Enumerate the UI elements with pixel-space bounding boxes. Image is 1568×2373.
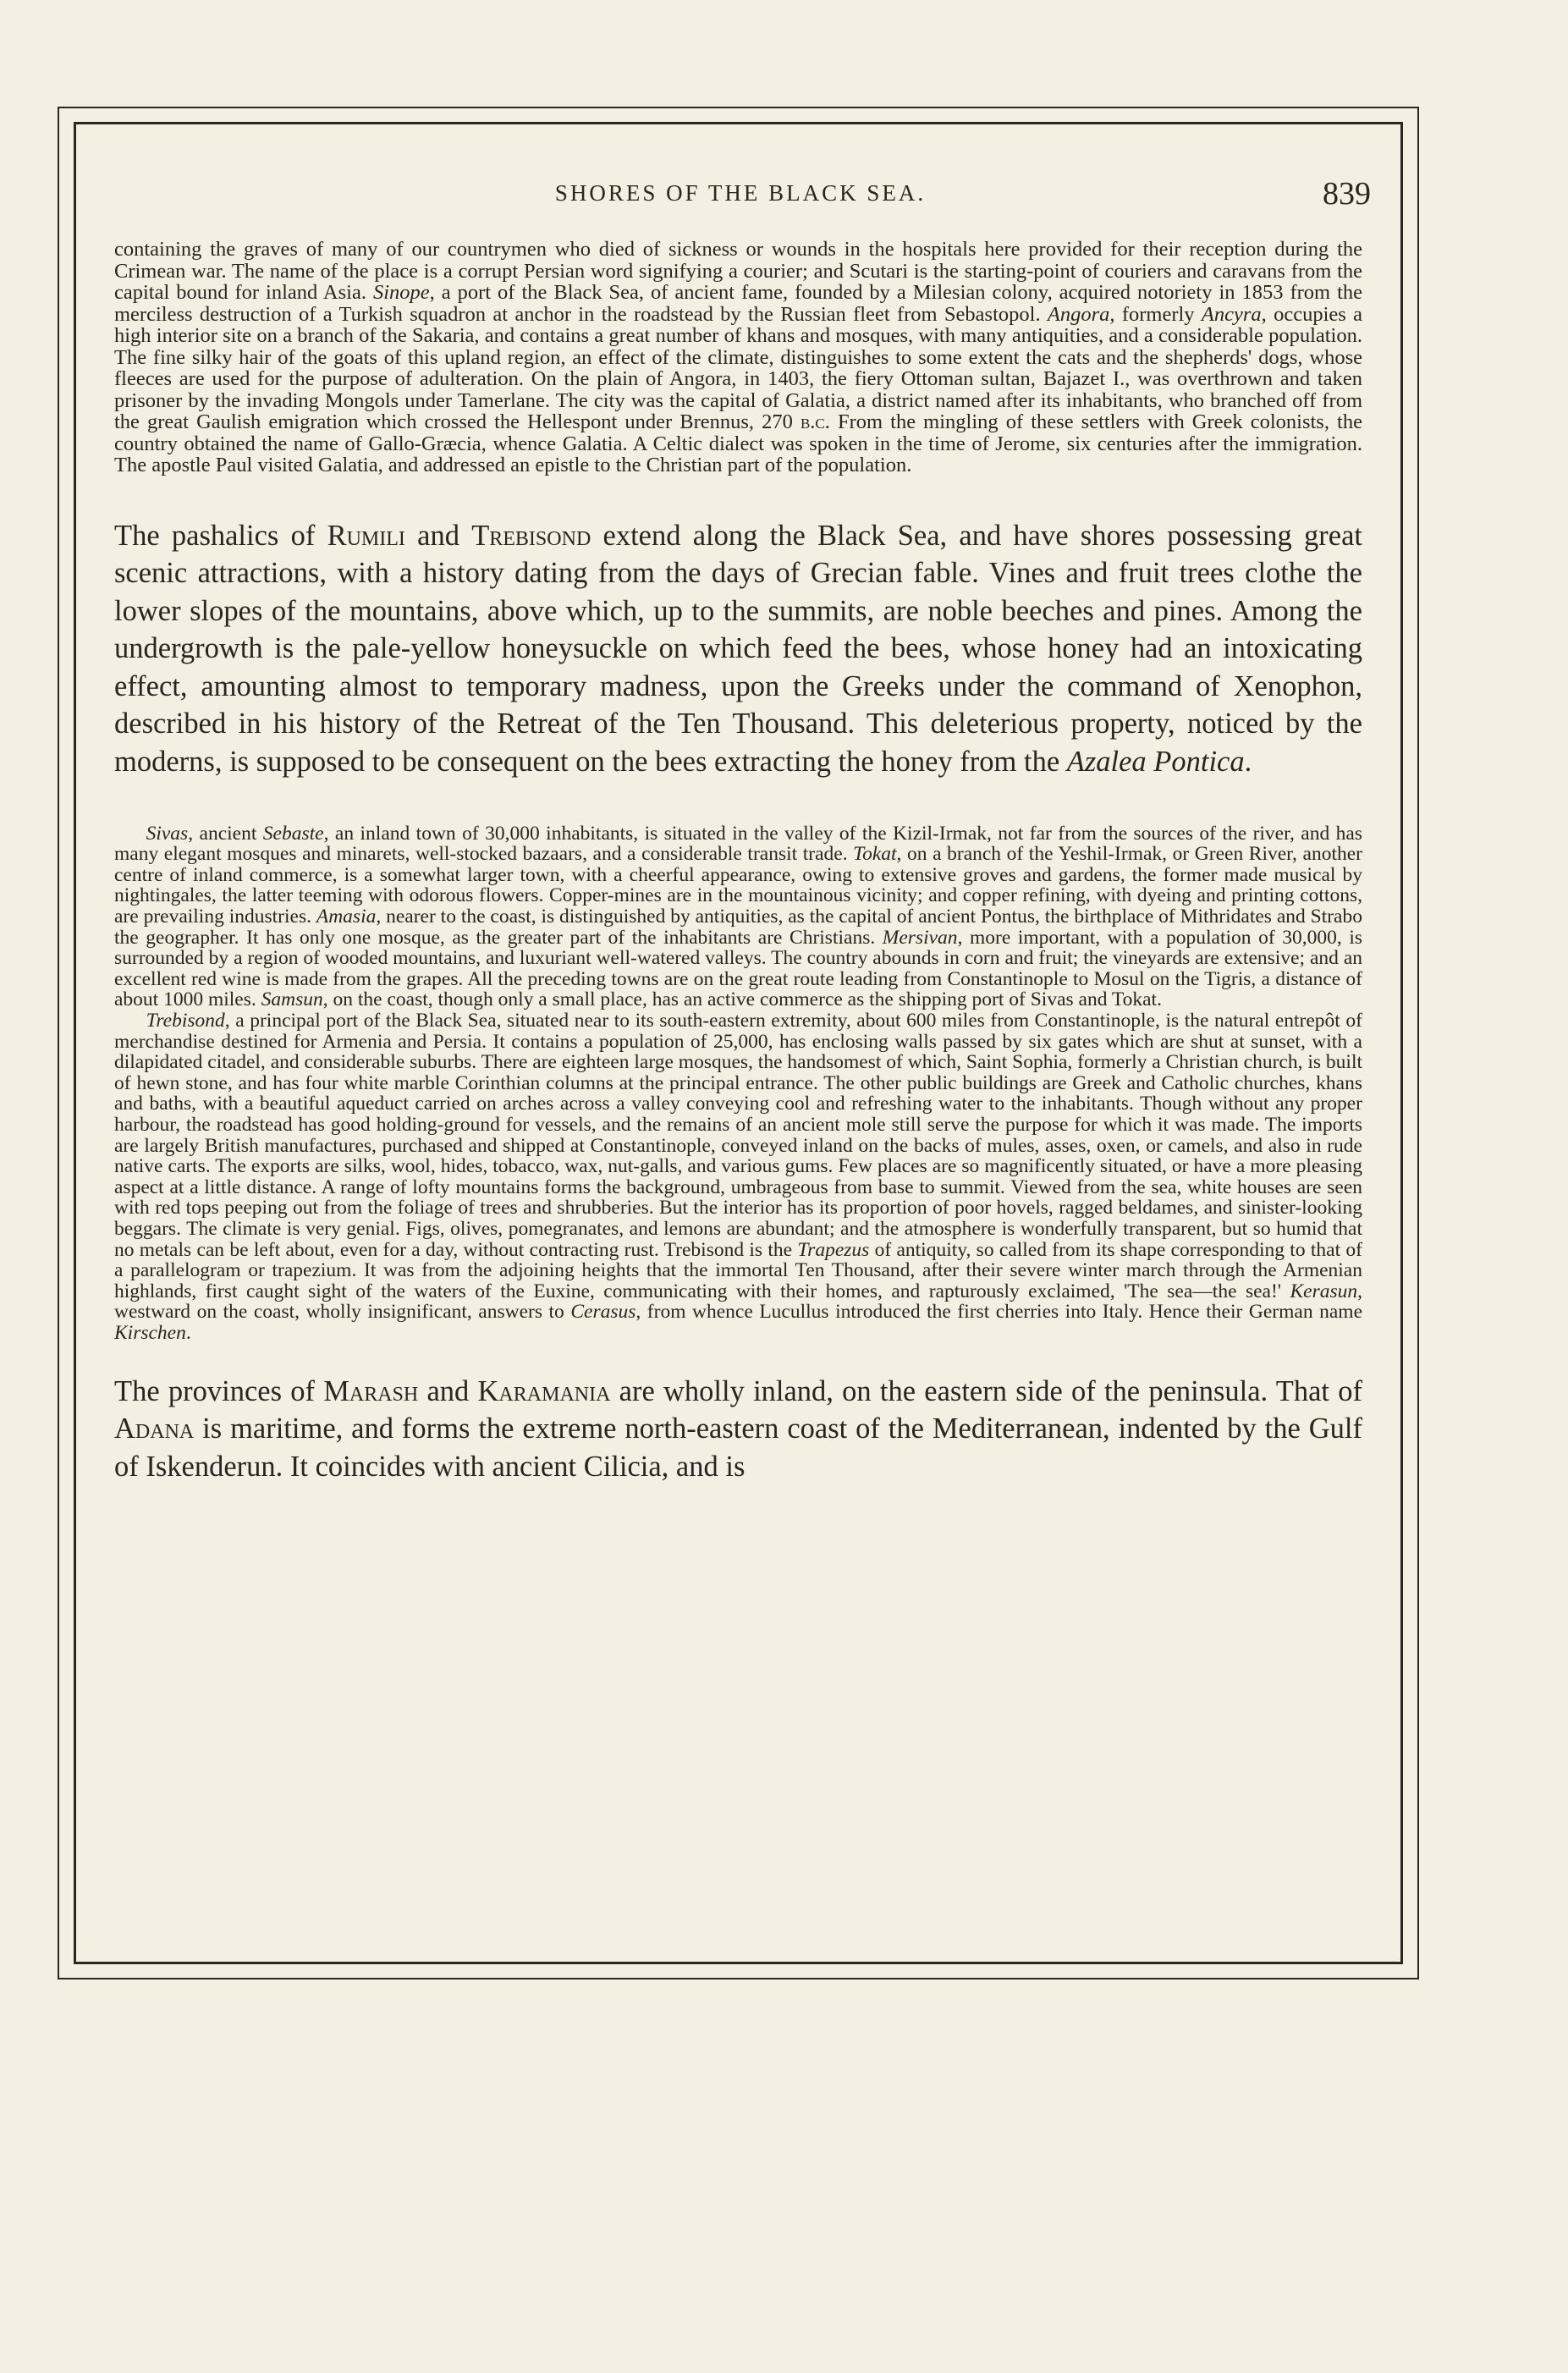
text-run: Ancyra xyxy=(1201,302,1262,326)
text-run: containing the graves of many of our countrymen who died of sickness or wounds in the hospitals here provided for their reception during the Crimean war. The name of the place is a corrupt Persian word signifying a courier; and Scutari is the starting-point of couriers and caravans from the capital bound for inland Asia. xyxy=(114,238,1362,304)
text-run: Azalea Pontica xyxy=(1066,746,1245,779)
page-number: 839 xyxy=(1323,176,1371,212)
text-run: extend along the Black Sea, and have shores possessing great scenic attractions, with a history dating from the days of Grecian fable. Vines and fruit trees clothe the lower slopes of the mountains, above which, up to the summits, are noble beeches and pines. Among the undergrowth is the pale-yellow honeysuckle on which feed the bees, whose honey had an intoxicating effect, amounting almost to temporary madness, upon the Greeks under the command of Xenophon, described in his history of the Retreat of the Ten Thousand. This deleterious property, noticed by the moderns, is supposed to be consequent on the bees extracting the honey from the xyxy=(114,519,1362,779)
text-run: Mersivan xyxy=(882,926,958,949)
text-run: Amasia xyxy=(316,906,377,928)
paragraph-marash-karamania-adana xyxy=(114,1373,1362,1486)
text-run: are wholly inland, on the eastern side of the peninsula. That of xyxy=(610,1374,1362,1407)
text-run: The provinces of xyxy=(114,1374,324,1407)
text-run: , occupies a high interior site on a branch of the Sakaria, and contains a great number of khans and mosques, with many antiquities, and a considerable population. The fine silky hair of the goats of this upland region, an effect of the climate, distinguishes to some extent the cats and the shepherds' dogs, whose fleeces are used for the purpose of adulteration. On the plain of Angora, in 1403, the fiery Ottoman sultan, Bajazet I., was overthrown and taken prisoner by the invading Mongols under Tamerlane. The city was the capital of Galatia, a district named after its inhabitants, who branched off from the great Gaulish emigration which crossed the Hellespont under Brennus, 270 xyxy=(114,302,1362,433)
text-run: , on a branch of the Yeshil-Irmak, or Green River, another centre of inland commerce, is a somewhat larger town, with a cheerful appearance, owing to extensive groves and gardens, the former made musical by nightingales, the latter teeming with odorous flowers. Copper-mines are in the mountainous vicinity; and copper refining, with dyeing and printing cottons, are prevailing industries. xyxy=(114,843,1362,928)
text-run: Trapezus xyxy=(797,1238,870,1261)
text-run: The pashalics of xyxy=(114,519,327,552)
text-run: , a port of the Black Sea, of ancient fame, founded by a Milesian colony, acquired notoriety in 1853 from the merciless destruction of a Turkish squadron at anchor in the roadstead by the Russian fleet from Sebastopol. xyxy=(114,281,1363,326)
text-run: , a principal port of the Black Sea, situated near to its south-eastern extremity, about 600 miles from Constantinople, is the natural entrepôt of merchandise destined for Armenia and Persia. It contains a population of 25,000, has enclosing walls passed by six gates which are shut at sunset, with a dilapidated citadel, and considerable suburbs. There are eighteen large mosques, the handsomest of which, Saint Sophia, formerly a Christian church, is built of hewn stone, and has four white marble Corinthian columns at the principal entrance. The other public buildings are Greek and Catholic churches, khans and baths, with a beautiful aqueduct carried on arches across a valley conveying cool and refreshing water to the inhabitants. Though without any proper harbour, the roadstead has good holding-ground for vessels, and the remains of an ancient mole still serve the purpose for which it was made. The imports are largely British manufactures, purchased and shipped at Constantinople, conveyed inland on the backs of mules, asses, oxen, or camels, and also in rude native carts. The exports are silks, wool, hides, tobacco, wax, nut-galls, and various gums. Few places are so magnificently situated, or have a more pleasing aspect at a little distance. A range of lofty mountains forms the background, umbrageous from base to summit. Viewed from the sea, white houses are seen with red tops peeping out from the foliage of trees and shrubberies. But the interior has its proportion of poor hovels, ragged beldames, and sinister-looking beggars. The climate is very genial. Figs, olives, pomegranates, and lemons are abundant; and the atmosphere is wonderfully transparent, but so humid that no metals can be left about, even for a day, without contracting rust. Trebisond is the xyxy=(114,1010,1362,1261)
paragraph-rumili-trebisond xyxy=(114,517,1362,781)
text-run: , westward on the coast, wholly insignificant, answers to xyxy=(114,1280,1362,1324)
text-run: Cerasus xyxy=(570,1301,636,1324)
text-run: . xyxy=(1244,746,1252,779)
text-run: Tokat xyxy=(853,843,897,866)
text-run: , ancient xyxy=(188,822,263,845)
text-run: Karamania xyxy=(477,1374,611,1407)
text-run: is maritime, and forms the extreme north-eastern coast of the Mediterranean, indented by the Gulf of Iskenderun. It coincides with ancient Cilicia, and is xyxy=(114,1412,1362,1483)
text-run: , on the coast, though only a small place, has an active commerce as the shipping port of Sivas and Tokat. xyxy=(322,988,1162,1011)
text-run: Trebisond xyxy=(146,1010,225,1032)
text-run: , nearer to the coast, is distinguished by antiquities, as the capital of ancient Pontus, the birthplace of Mithridates and Strabo the geographer. It has only one mosque, as the greater part of the inhabitants are Christians. xyxy=(114,906,1362,949)
text-run: Kirschen xyxy=(114,1321,186,1344)
text-run: Sinope xyxy=(372,281,430,304)
text-run: Sebaste xyxy=(262,822,324,845)
text-run: Adana xyxy=(114,1412,195,1445)
text-run: , from whence Lucullus introduced the first cherries into Italy. Hence their German name xyxy=(635,1301,1362,1324)
text-run: Angora xyxy=(1047,302,1110,326)
text-run: and xyxy=(404,519,472,552)
text-run: and xyxy=(418,1374,478,1407)
running-header xyxy=(110,175,1371,217)
text-run: , an inland town of 30,000 inhabitants, is situated in the valley of the Kizil-Irmak, not far from the sources of the river, and has many elegant mosques and minarets, well-stocked bazaars, and a considerable transit trade. xyxy=(114,822,1362,866)
text-run: . xyxy=(185,1321,191,1344)
text-run: Trebisond xyxy=(471,519,591,552)
text-run: Samsun xyxy=(261,988,323,1011)
text-run: b.c. xyxy=(800,410,830,433)
running-title: SHORES OF THE BLACK SEA. xyxy=(554,180,927,206)
paragraph-trebisond-city xyxy=(114,1010,1362,1344)
paragraph-sivas-tokat xyxy=(114,823,1362,1010)
page-content xyxy=(114,239,1362,1485)
text-run: Rumili xyxy=(327,519,405,552)
text-run: Marash xyxy=(323,1374,419,1407)
text-run: of antiquity, so called from its shape corresponding to that of a parallelogram or trapezium. It was from the adjoining heights that the immortal Ten Thousand, after their severe winter march through the Armenian highlands, first caught sight of the waters of the Euxine, communicating with their homes, and rapturously exclaimed, 'The sea—the sea!' xyxy=(114,1238,1363,1302)
text-run: Sivas xyxy=(146,822,189,845)
text-run: Kerasun xyxy=(1290,1280,1358,1302)
paragraph-scutari-sinope-angora xyxy=(114,239,1362,476)
text-run: , formerly xyxy=(1109,302,1202,326)
text-run: From the mingling of these settlers with Greek colonists, the country obtained the name of Gallo-Græcia, whence Galatia. A Celtic dialect was spoken in the time of Jerome, six centuries after the immigration. The apostle Paul visited Galatia, and addressed an epistle to the Christian part of the population. xyxy=(114,410,1362,476)
text-run: , more important, with a population of 30,000, is surrounded by a region of wooded mountains, and luxuriant well-watered valleys. The country abounds in corn and fruit; the vineyards are extensive; and an excellent red wine is made from the grapes. All the preceding towns are on the great route leading from Constantinople to Mosul on the Tigris, a distance of about 1000 miles. xyxy=(114,926,1363,1011)
